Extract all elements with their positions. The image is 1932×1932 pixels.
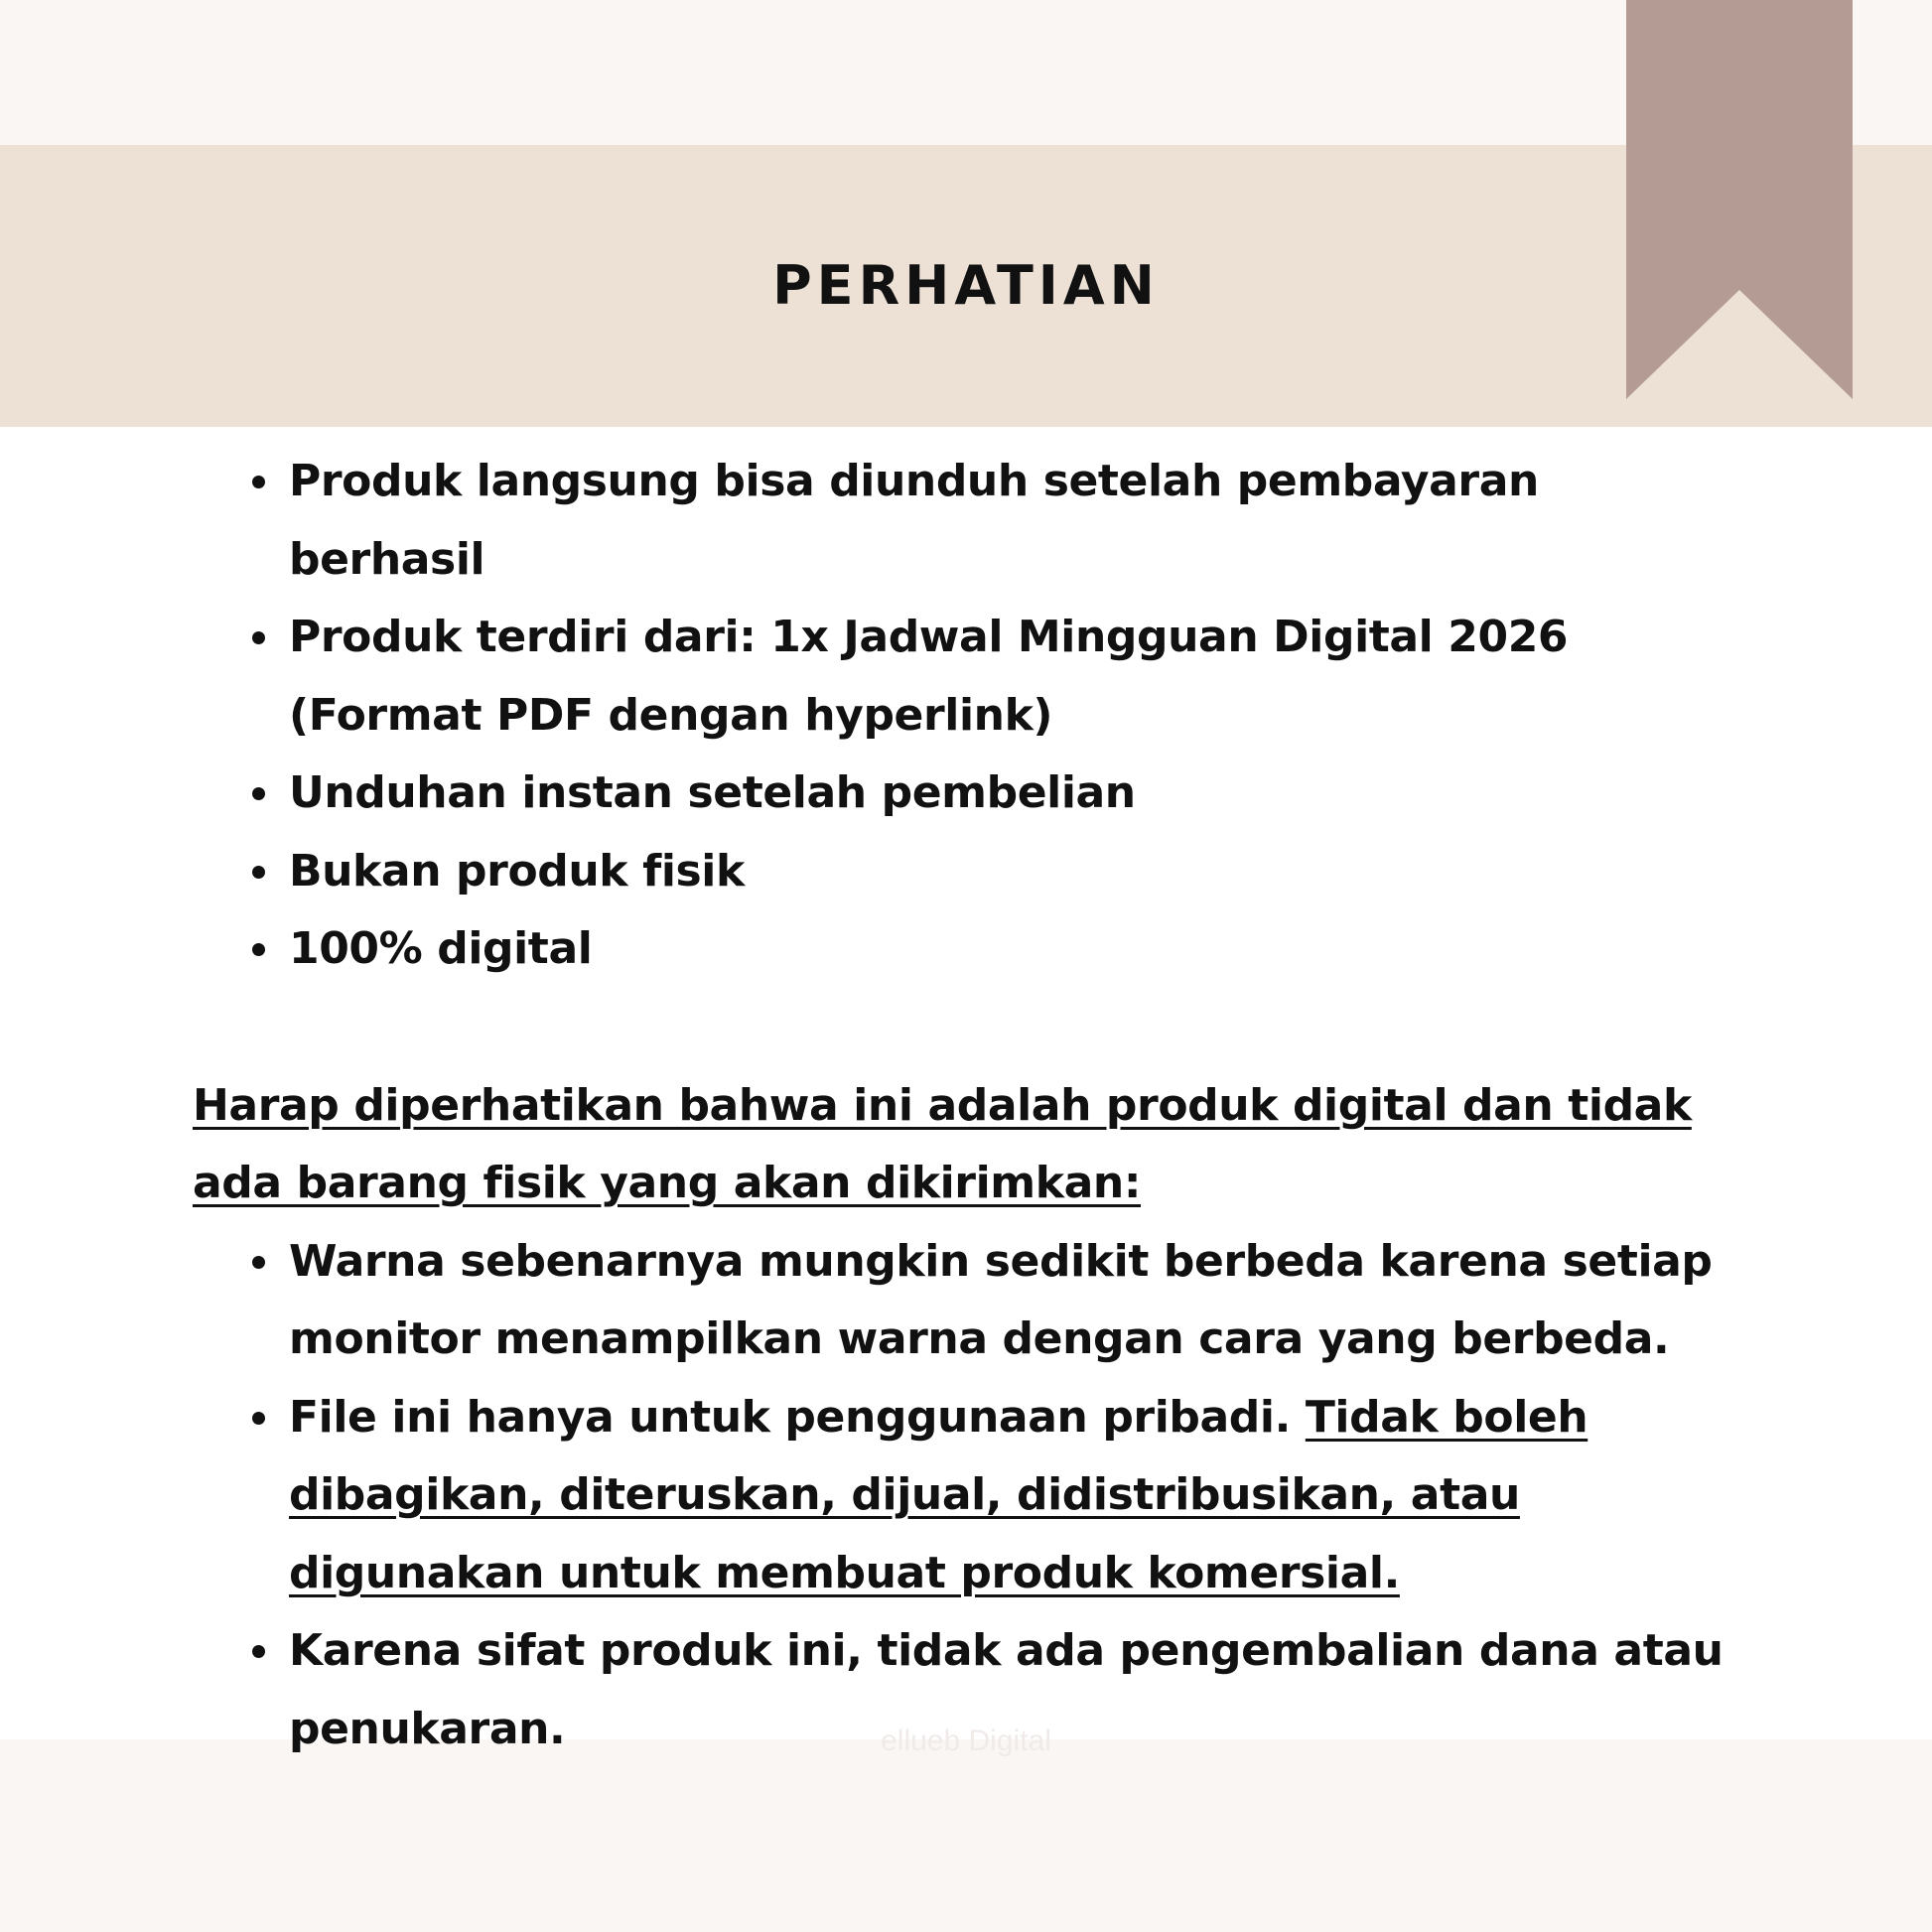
list-item: Karena sifat produk ini, tidak ada pengembalian dana atau penukaran. [193,1612,1741,1768]
notice-heading: Harap diperhatikan bahwa ini adalah produk digital dan tidak ada barang fisik yang akan dikirimkan: [193,1079,1692,1208]
list-item: 100% digital [193,910,1741,989]
feature-list [193,443,1741,989]
list-item: Produk terdiri dari: 1x Jadwal Mingguan Digital 2026 (Format PDF dengan hyperlink) [193,599,1741,755]
usage-restriction: Tidak boleh dibagikan, diteruskan, dijual, didistribusikan, atau digunakan untuk membuat produk komersial. [289,1391,1588,1598]
bookmark-ribbon-icon [1626,0,1853,399]
list-item: Bukan produk fisik [193,833,1741,911]
list-item: Unduhan instan setelah pembelian [193,755,1741,833]
notice-list [193,1223,1741,1769]
page-title: PERHATIAN [772,254,1160,317]
text-block [193,443,1741,1768]
spacer [193,989,1741,1067]
usage-note: File ini hanya untuk penggunaan pribadi. [289,1391,1306,1443]
list-item: Warna sebenarnya mungkin sedikit berbeda karena setiap monitor menampilkan warna dengan cara yang berbeda. [193,1223,1741,1379]
list-item: Produk langsung bisa diunduh setelah pembayaran berhasil [193,443,1741,599]
watermark: ellueb Digital [881,1725,1051,1757]
bottom-strip [0,1739,1932,1932]
list-item [193,1379,1741,1613]
